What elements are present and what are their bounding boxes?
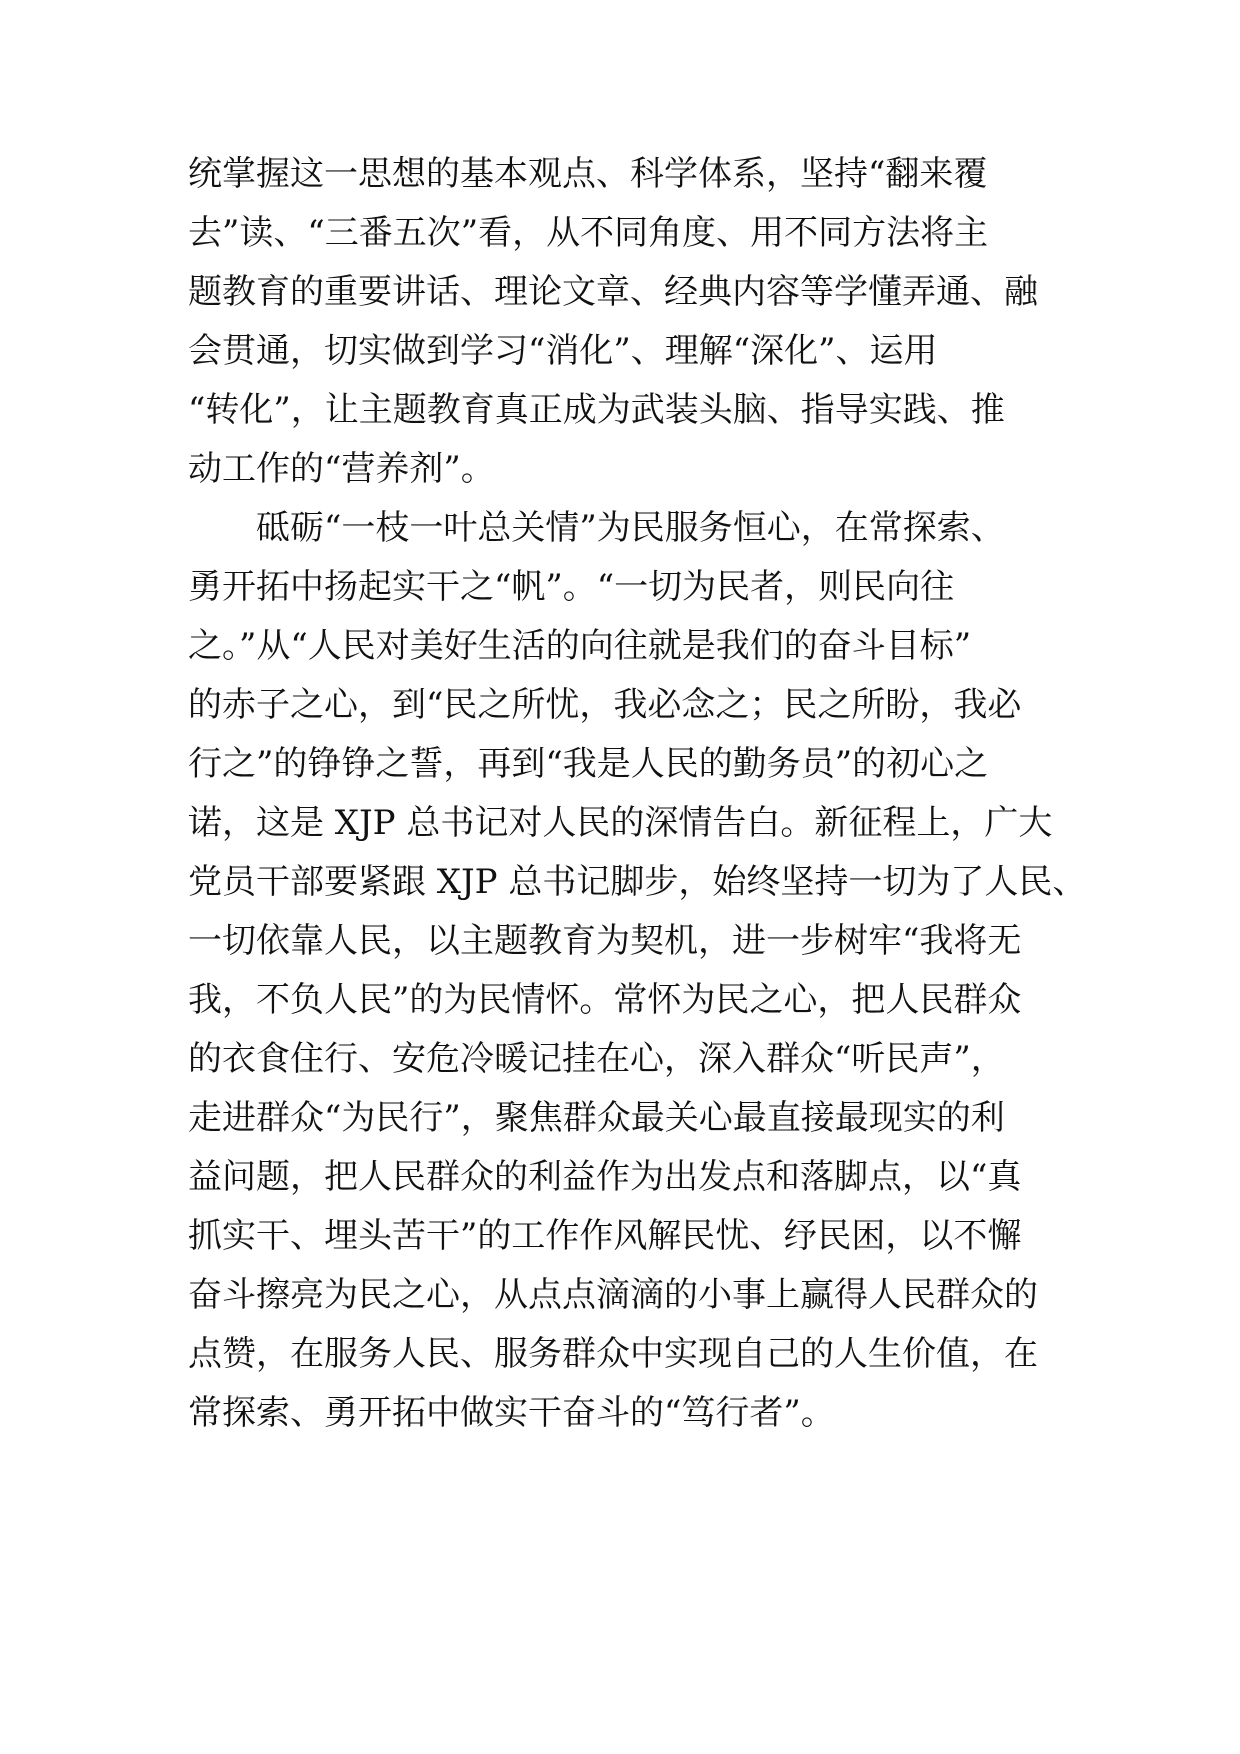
text-line: 的赤子之心，到“民之所忧，我必念之；民之所盼，我必 xyxy=(188,685,1022,725)
text-line: 益问题，把人民群众的利益作为出发点和落脚点，以“真 xyxy=(188,1157,1022,1197)
text-line: “转化”，让主题教育真正成为武装头脑、指导实践、推 xyxy=(188,390,1005,430)
text-line: 去”读、“三番五次”看，从不同角度、用不同方法将主 xyxy=(188,213,989,253)
text-line: 的衣食住行、安危冷暖记挂在心，深入群众“听民声”， xyxy=(188,1039,1005,1079)
text-line: 常探索、勇开拓中做实干奋斗的“笃行者”。 xyxy=(188,1393,835,1433)
text-line: 之。”从“人民对美好生活的向往就是我们的奋斗目标” xyxy=(188,626,972,666)
text-line: 行之”的铮铮之誓，再到“我是人民的勤务员”的初心之 xyxy=(188,744,989,784)
text-line: 点赞，在服务人民、服务群众中实现自己的人生价值，在 xyxy=(188,1334,1038,1374)
text-line: 抓实干、埋头苦干”的工作作风解民忧、纾民困，以不懈 xyxy=(188,1216,1022,1256)
text-line: 动工作的“营养剂”。 xyxy=(188,449,495,489)
text-line: 题教育的重要讲话、理论文章、经典内容等学懂弄通、融 xyxy=(188,272,1038,312)
text-line: 统掌握这一思想的基本观点、科学体系，坚持“翻来覆 xyxy=(188,154,988,194)
text-line: 诺，这是 XJP 总书记对人民的深情告白。新征程上，广大 xyxy=(188,803,1053,843)
paragraph-first-line: 砥砺“一枝一叶总关情”为民服务恒心，在常探索、 xyxy=(256,508,1005,548)
body-text xyxy=(188,142,1087,1442)
text-line: 走进群众“为民行”，聚焦群众最关心最直接最现实的利 xyxy=(188,1098,1005,1138)
text-line: 一切依靠人民，以主题教育为契机，进一步树牢“我将无 xyxy=(188,921,1022,961)
text-line: 会贯通，切实做到学习“消化”、理解“深化”、运用 xyxy=(188,331,938,371)
text-line: 我，不负人民”的为民情怀。常怀为民之心，把人民群众 xyxy=(188,980,1022,1020)
text-line: 奋斗擦亮为民之心，从点点滴滴的小事上赢得人民群众的 xyxy=(188,1275,1038,1315)
text-line: 勇开拓中扬起实干之“帆”。“一切为民者，则民向往 xyxy=(188,567,955,607)
text-line: 党员干部要紧跟 XJP 总书记脚步，始终坚持一切为了人民、 xyxy=(188,862,1087,902)
